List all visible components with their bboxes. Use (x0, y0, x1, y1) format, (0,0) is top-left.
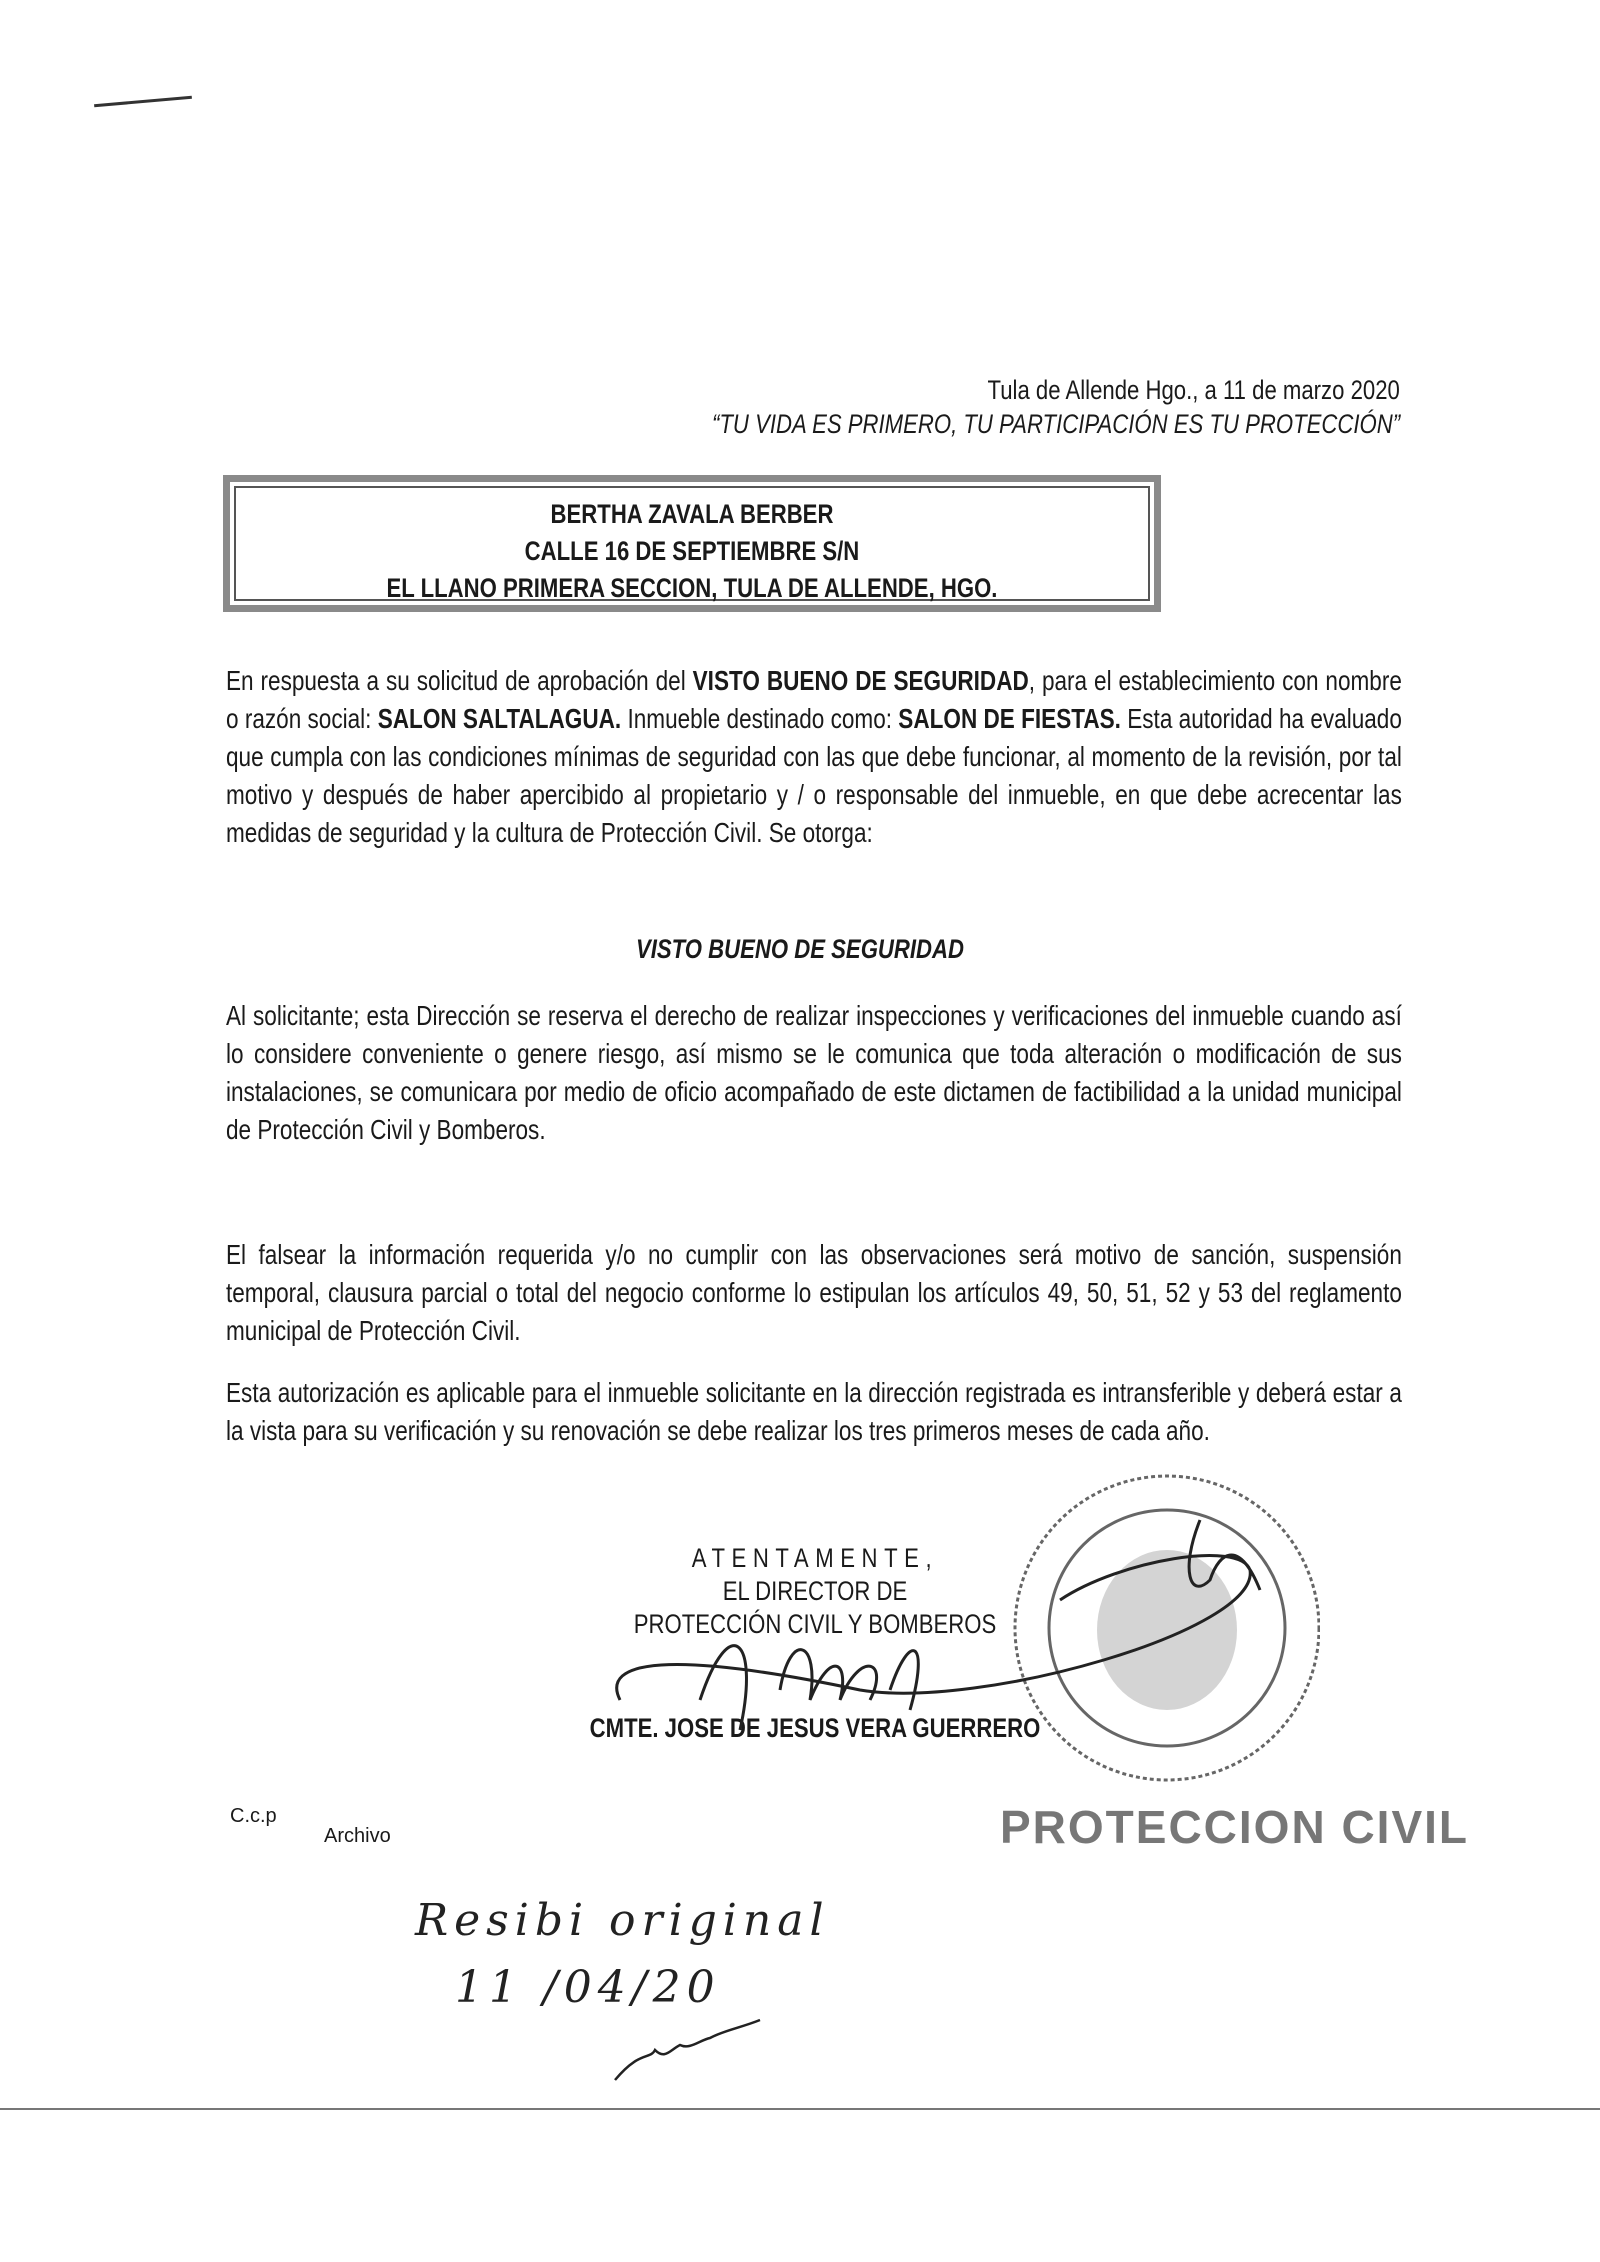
scan-mark (94, 96, 192, 108)
paragraph-request: En respuesta a su solicitud de aprobación del VISTO BUENO DE SEGURIDAD, para el establecimiento con nombre o razón social: SALON SALTALAGUA. Inmueble destinado como: SALON DE FIESTAS. Esta autoridad ha evaluado que cumpla con las condiciones mínimas de seguridad con las que debe funcionar, al momento de la revisión, por tal motivo y después de haber apercibido al propietario y / o responsable del inmueble, en que debe acrecentar las medidas de seguridad y la cultura de Protección Civil. Se otorga: (226, 665, 1402, 848)
addressee-locality: EL LLANO PRIMERA SECCION, TULA DE ALLENDE, HGO. (386, 573, 998, 603)
handwritten-received-note: Resibi original (415, 1895, 830, 1946)
place-date: Tula de Allende Hgo., a 11 de marzo 2020 (987, 375, 1400, 405)
section-heading: VISTO BUENO DE SEGURIDAD (635, 934, 965, 964)
closing: ATENTAMENTE, (691, 1543, 939, 1573)
handwritten-received-date: 11 /04/20 (455, 1962, 721, 2013)
paragraph-inspections: Al solicitante; esta Dirección se reserva el derecho de realizar inspecciones y verificaciones del inmueble cuando así lo considere conveniente o genere riesgo, así mismo se le comunica que toda alteración o modificación de sus instalaciones, se comunicara por medio de oficio acompañado de este dictamen de factibilidad a la unidad municipal de Protección Civil y Bomberos. (226, 1000, 1402, 1145)
paragraph-authorization: Esta autorización es aplicable para el inmueble solicitante en la dirección registrada es intransferible y deberá estar a la vista para su verificación y su renovación se debe realizar los tres primeros meses de cada año. (226, 1377, 1402, 1446)
addressee-box (223, 475, 1161, 612)
handwritten-initials (610, 2010, 780, 2090)
signature-and-seal (560, 1460, 1320, 1820)
scan-edge-line (0, 2108, 1600, 2110)
addressee-name: BERTHA ZAVALA BERBER (550, 499, 834, 529)
motto: “TU VIDA ES PRIMERO, TU PARTICIPACIÓN ES TU PROTECCIÓN” (711, 409, 1400, 439)
signer-title-1: EL DIRECTOR DE (722, 1576, 908, 1606)
seal-stamp (1015, 1476, 1319, 1780)
ccp-archivo: Archivo (324, 1825, 391, 1847)
signer-name: CMTE. JOSE DE JESUS VERA GUERRERO (589, 1713, 1041, 1743)
seal-label: PROTECCION CIVIL (1000, 1801, 1470, 1853)
addressee-street: CALLE 16 DE SEPTIEMBRE S/N (524, 536, 860, 566)
signer-title-2: PROTECCIÓN CIVIL Y BOMBEROS (633, 1609, 997, 1639)
paragraph-sanctions: El falsear la información requerida y/o no cumplir con las observaciones será motivo de sanción, suspensión temporal, clausura parcial o total del negocio conforme lo estipulan los artículos 49, 50, 51, 52 y 53 del reglamento municipal de Protección Civil. (226, 1239, 1402, 1346)
ccp-label: C.c.p (230, 1805, 277, 1827)
